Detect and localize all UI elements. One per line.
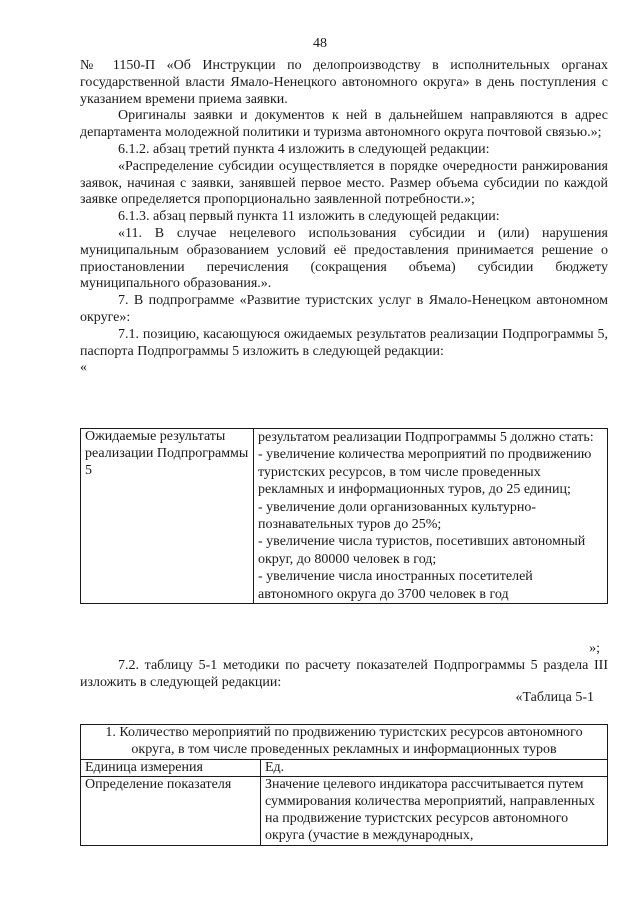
body-text bbox=[80, 58, 608, 377]
paragraph: 7.2. таблицу 5-1 методики по расчету показателей Подпрограммы 5 раздела III изложить в следующей редакции: bbox=[80, 658, 608, 690]
result-line: результатом реализации Подпрограммы 5 должно стать: bbox=[258, 430, 594, 445]
quote-close: »; bbox=[589, 641, 600, 656]
body-text-72 bbox=[80, 658, 608, 692]
paragraph: 6.1.3. абзац первый пункта 11 изложить в следующей редакции: bbox=[118, 209, 500, 225]
table-row bbox=[81, 725, 608, 760]
expected-results-table bbox=[80, 428, 608, 604]
quote-open: « bbox=[80, 360, 87, 376]
methodology-table bbox=[80, 724, 608, 846]
table-cell-value: Ед. bbox=[261, 759, 608, 777]
table-header: 1. Количество мероприятий по продвижению туристских ресурсов автономного округа, в том числе проведенных рекламных и информационных туров bbox=[81, 725, 608, 760]
table-cell-value: Значение целевого индикатора рассчитывается путем суммирования количества мероприятий, направленных на продвижение туристских ресурсов автономного округа (участие в международных, bbox=[261, 777, 608, 845]
table-title: «Таблица 5-1 bbox=[515, 690, 594, 705]
result-line: - увеличение числа туристов, посетивших автономный округ, до 80000 человек в год; bbox=[258, 534, 586, 567]
paragraph: Оригиналы заявки и документов к ней в дальнейшем направляются в адрес департамента молодежной политики и туризма автономного округа почтовой связью.»; bbox=[80, 108, 608, 141]
page-number: 48 bbox=[313, 36, 327, 51]
table-row bbox=[81, 759, 608, 777]
paragraph: «Распределение субсидии осуществляется в порядке очередности ранжирования заявок, начиная с заявки, занявшей первое место. Размер объема субсидии по каждой заявке определяется пропорционально заявленной потребности.»; bbox=[80, 158, 608, 208]
paragraph: № 1150-П «Об Инструкции по делопроизводству в исполнительных органах государственной власти Ямало-Ненецкого автономного округа» в день поступления с указанием времени приема заявки. bbox=[80, 58, 608, 107]
paragraph: 7.1. позицию, касающуюся ожидаемых результатов реализации Подпрограммы 5, паспорта Подпрограммы 5 изложить в следующей редакции: bbox=[80, 326, 608, 359]
paragraph: 7. В подпрограмме «Развитие туристских услуг в Ямало-Ненецком автономном округе»: bbox=[80, 293, 608, 325]
table-cell-label: Ожидаемые результаты реализации Подпрограммы 5 bbox=[81, 429, 254, 604]
table-cell-label: Определение показателя bbox=[81, 777, 261, 845]
result-line: - увеличение количества мероприятий по продвижению туристских ресурсов, в том числе проведенных рекламных и информационных туров, до 25 единиц; bbox=[258, 447, 592, 498]
paragraph: «11. В случае нецелевого использования субсидии и (или) нарушения муниципальным образованием условий её предоставления принимается решение о приостановлении перечисления (сокращения объема) субсидии бюджету муниципального образования.». bbox=[80, 225, 608, 292]
paragraph: 6.1.2. абзац третий пункта 4 изложить в следующей редакции: bbox=[118, 141, 490, 157]
table-row bbox=[81, 429, 608, 604]
result-line: - увеличение числа иностранных посетителей автономного округа до 3700 человек в год bbox=[258, 569, 533, 602]
table-cell-value bbox=[254, 429, 608, 604]
result-line: - увеличение доли организованных культурно-познавательных туров до 25%; bbox=[258, 499, 537, 533]
table-cell-label: Единица измерения bbox=[81, 759, 261, 777]
table-row bbox=[81, 777, 608, 845]
